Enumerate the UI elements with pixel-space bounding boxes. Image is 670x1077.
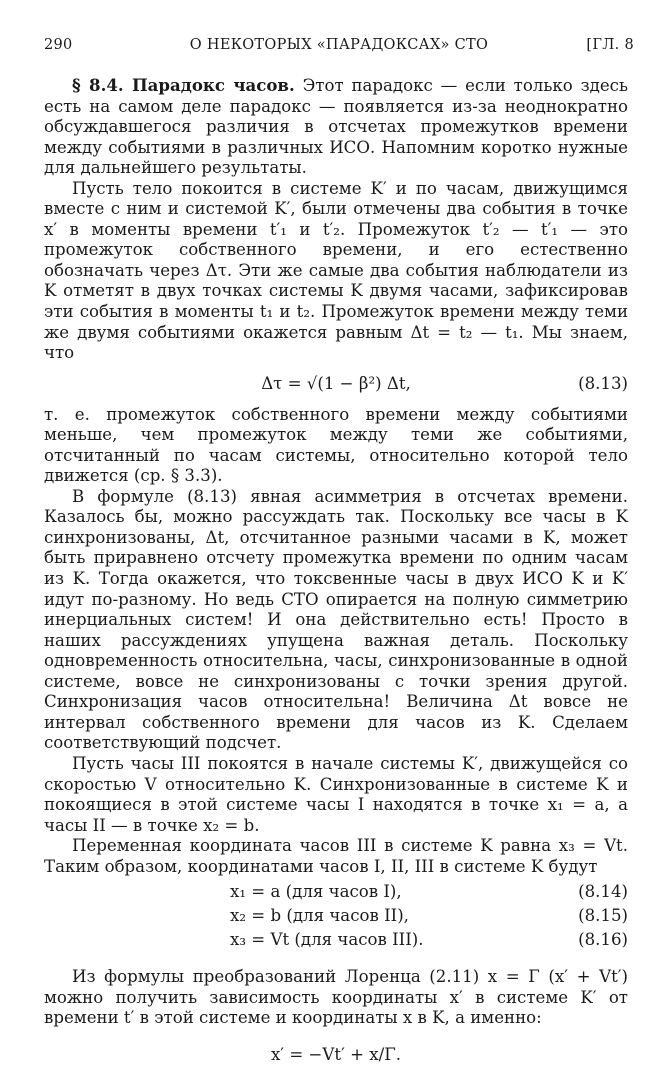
paragraph-intro [44,75,628,179]
page-number: 290 [44,37,73,53]
section-heading: § 8.4. Парадокс часов. [72,75,295,95]
paragraph-coordinates: Переменная координата часов III в системе K равна x₃ = Vt. Таким образом, координатами часов I, II, III в системе K будут [44,836,628,876]
paragraph-setup: Пусть тело покоится в системе K′ и по часам, движущимся вместе с ним и системой K′, были отмечены два события в точке x′ в моменты времени t′₁ и t′₂. Промежуток t′₂ — t′₁ — это промежуток собственного времени, и его естественно обозначать через Δτ. Эти же самые два события наблюдатели из K отметят в двух точках системы K двумя часами, зафиксировав эти события в моменты t₁ и t₂. Промежуток времени между теми же двумя событиями окажется равным Δt = t₂ — t₁. Мы знаем, что [44,178,628,363]
page-body [44,75,628,1077]
equation-8-15-number: (8.15) [578,906,628,926]
running-title: О НЕКОТОРЫХ «ПАРАДОКСАХ» СТО [189,37,489,53]
equation-8-13 [44,364,628,405]
paragraph-intro-text: Этот парадокс — если только здесь есть на самом деле парадокс — появляется из-за неоднократно обсуждавшегося различия в отсчетах промежутков времени между событиями в различных ИСО. Напомним коротко нужные для дальнейшего результаты. [44,76,628,178]
paragraph-asymmetry: В формуле (8.13) явная асимметрия в отсчетах времени. Казалось бы, можно рассуждать так. Поскольку все часы в K синхронизованы, Δt, отсчитанное разными часами в K, может быть приравнено отсчету промежутка времени по одним часам из K. Тогда окажется, что токсвенные часы в двух ИСО K и K′ идут по-разному. Но ведь СТО опирается на полную симметрию инерциальных систем! И она действительно есть! Просто в наших рассуждениях упущена важная деталь. Поскольку одновременность относительна, часы, синхронизованные в одной системе, вовсе не синхронизованы с точки зрения другой. Синхронизация часов относительна! Величина Δt вовсе не интервал собственного времени для часов из K. Сделаем соответствующий подсчет. [44,486,628,753]
equation-8-15 [44,906,628,930]
equation-final-formula: x′ = −Vt′ + x/Γ. [270,1044,402,1064]
equation-8-14-number: (8.14) [578,882,628,902]
equation-block-8-14-8-16 [44,882,628,956]
equation-8-15-formula: x₂ = b (для часов II), [230,906,409,926]
chapter-marker: [ГЛ. 8 [586,37,634,53]
equation-8-14 [44,882,628,906]
spacer [44,956,628,967]
paragraph-lorentz: Из формулы преобразований Лоренца (2.11) x = Γ (x′ + Vt′) можно получить зависимость координаты x′ в системе K′ от времени t′ в этой системе и координаты x в K, а именно: [44,967,628,1028]
equation-8-16-formula: x₃ = Vt (для часов III). [230,930,424,950]
paragraph-clocks: Пусть часы III покоятся в начале системы K′, движущейся со скоростью V относительно K. Синхронизованные в системе K и покоящиеся в этой системе часы I находятся в точке x₁ = a, а часы II — в точке x₂ = b. [44,753,628,835]
equation-8-14-formula: x₁ = a (для часов I), [230,882,402,902]
running-header [44,37,634,59]
paragraph-conclusion: т. е. промежуток собственного времени между событиями меньше, чем промежуток между теми же событиями, отсчитанный по часам системы, относительно которой тело движется (ср. § 3.3). [44,404,628,486]
equation-8-13-number: (8.13) [578,373,628,393]
equation-8-13-formula: Δτ = √(1 − β²) Δt, [261,373,411,393]
equation-final [44,1031,628,1077]
equation-8-16 [44,930,628,954]
equation-8-16-number: (8.16) [578,930,628,950]
